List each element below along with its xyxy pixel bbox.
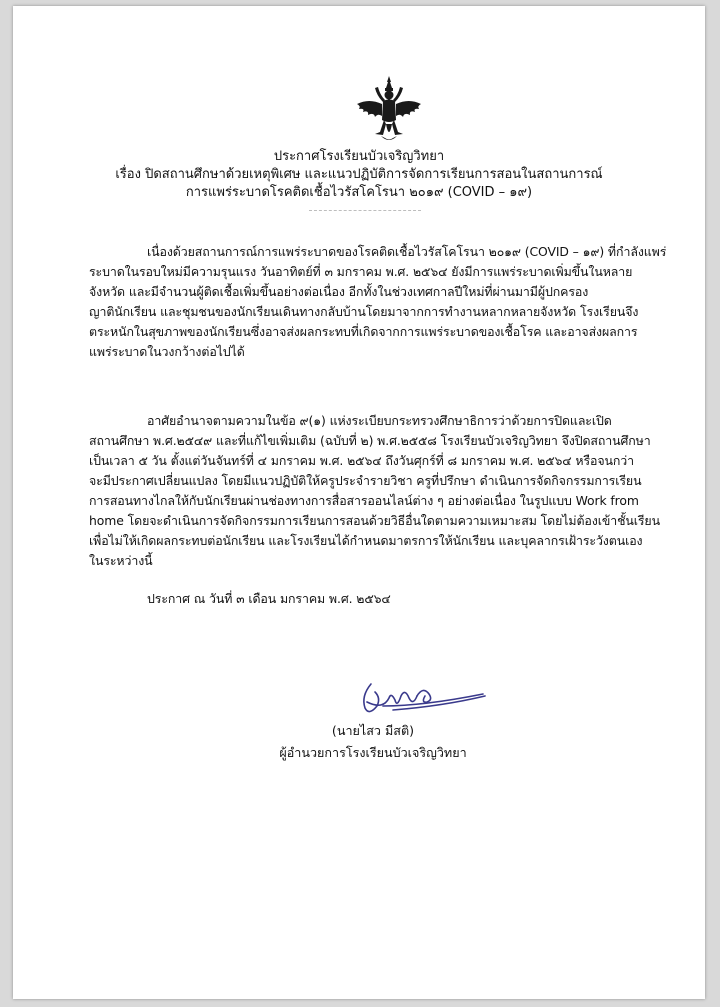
document-page — [13, 6, 705, 999]
paragraph-line: จังหวัด และมีจำนวนผู้ติดเชื้อเพิ่มขึ้นอย่างต่อเนื่อง อีกทั้งในช่วงเทศกาลปีใหม่ที่ผ่านมามีผู้ปกครอง — [89, 284, 589, 299]
handwritten-signature — [353, 676, 493, 726]
paragraph-line: ระบาดในรอบใหม่มีความรุนแรง วันอาทิตย์ที่ ๓ มกราคม พ.ศ. ๒๕๖๔ ยังมีการแพร่ระบาดเพิ่มขึ้นในหลาย — [89, 264, 633, 279]
paragraph-line: สถานศึกษา พ.ศ.๒๕๔๙ และที่แก้ไขเพิ่มเติม (ฉบับที่ ๒) พ.ศ.๒๕๕๘ โรงเรียนบัวเจริญวิทยา จึงปิดสถานศึกษา — [89, 433, 651, 448]
paragraph-line: อาศัยอำนาจตามความในข้อ ๙(๑) แห่งระเบียบกระทรวงศึกษาธิการว่าด้วยการปิดและเปิด — [147, 413, 612, 428]
paragraph-line: จะมีประกาศเปลี่ยนแปลง โดยมีแนวปฏิบัติให้ครูประจำรายวิชา ครูที่ปรึกษา ดำเนินการจัดกิจกรรมการเรียน — [89, 473, 642, 488]
paragraph-line: ญาตินักเรียน และชุมชนของนักเรียนเดินทางกลับบ้านโดยมาจากการทำงานหลากหลายจังหวัด โรงเรียนจึง — [89, 304, 639, 319]
paragraph-line: เนื่องด้วยสถานการณ์การแพร่ระบาดของโรคติดเชื้อไวรัสโคโรนา ๒๐๑๙ (COVID – ๑๙) ที่กำลังแพร่ — [147, 244, 667, 259]
paragraph-line: แพร่ระบาดในวงกว้างต่อไปได้ — [89, 344, 245, 359]
paragraph-line: การสอนทางไกลให้กับนักเรียนผ่านช่องทางการสื่อสารออนไลน์ต่าง ๆ อย่างต่อเนื่อง ในรูปแบบ Work from — [89, 493, 639, 508]
paragraph-line: ตระหนักในสุขภาพของนักเรียนซึ่งอาจส่งผลกระทบที่เกิดจากการแพร่ระบาดของเชื้อโรค และอาจส่งผลการ — [89, 324, 638, 339]
announcement-subject-line-1: เรื่อง ปิดสถานศึกษาด้วยเหตุพิเศษ และแนวปฏิบัติการจัดการเรียนการสอนในสถานการณ์ — [115, 167, 603, 182]
paragraph-line: เพื่อไม่ให้เกิดผลกระทบต่อนักเรียน และโรงเรียนได้กำหนดมาตรการให้นักเรียน และบุคลากรเฝ้าระวังตนเอง — [89, 533, 643, 548]
signer-name: (นายไสว มีสติ) — [331, 723, 415, 738]
paragraph-order — [89, 411, 664, 571]
announcement-title: ประกาศโรงเรียนบัวเจริญวิทยา — [273, 149, 445, 164]
date-line: ประกาศ ณ วันที่ ๓ เดือน มกราคม พ.ศ. ๒๕๖๔ — [147, 591, 391, 606]
title-separator — [309, 210, 421, 211]
paragraph-line: ในระหว่างนี้ — [89, 553, 153, 568]
paragraph-line: เป็นเวลา ๕ วัน ตั้งแต่วันจันทร์ที่ ๔ มกราคม พ.ศ. ๒๕๖๔ ถึงวันศุกร์ที่ ๘ มกราคม พ.ศ. ๒๕๖๔ หรือจนกว่า — [89, 453, 634, 468]
announcement-subject-line-2: การแพร่ระบาดโรคติดเชื้อไวรัสโคโรนา ๒๐๑๙ (COVID – ๑๙) — [185, 185, 533, 200]
paragraph-reason — [89, 242, 667, 362]
announcement-date — [89, 589, 664, 609]
paragraph-line: home โดยจะดำเนินการจัดกิจกรรมการเรียนการสอนด้วยวิธีอื่นใดตามความเหมาะสม โดยไม่ต้องเข้าชั้นเรียน — [89, 513, 660, 528]
garuda-emblem-icon — [353, 74, 425, 146]
signer-position: ผู้อำนวยการโรงเรียนบัวเจริญวิทยา — [279, 745, 467, 760]
